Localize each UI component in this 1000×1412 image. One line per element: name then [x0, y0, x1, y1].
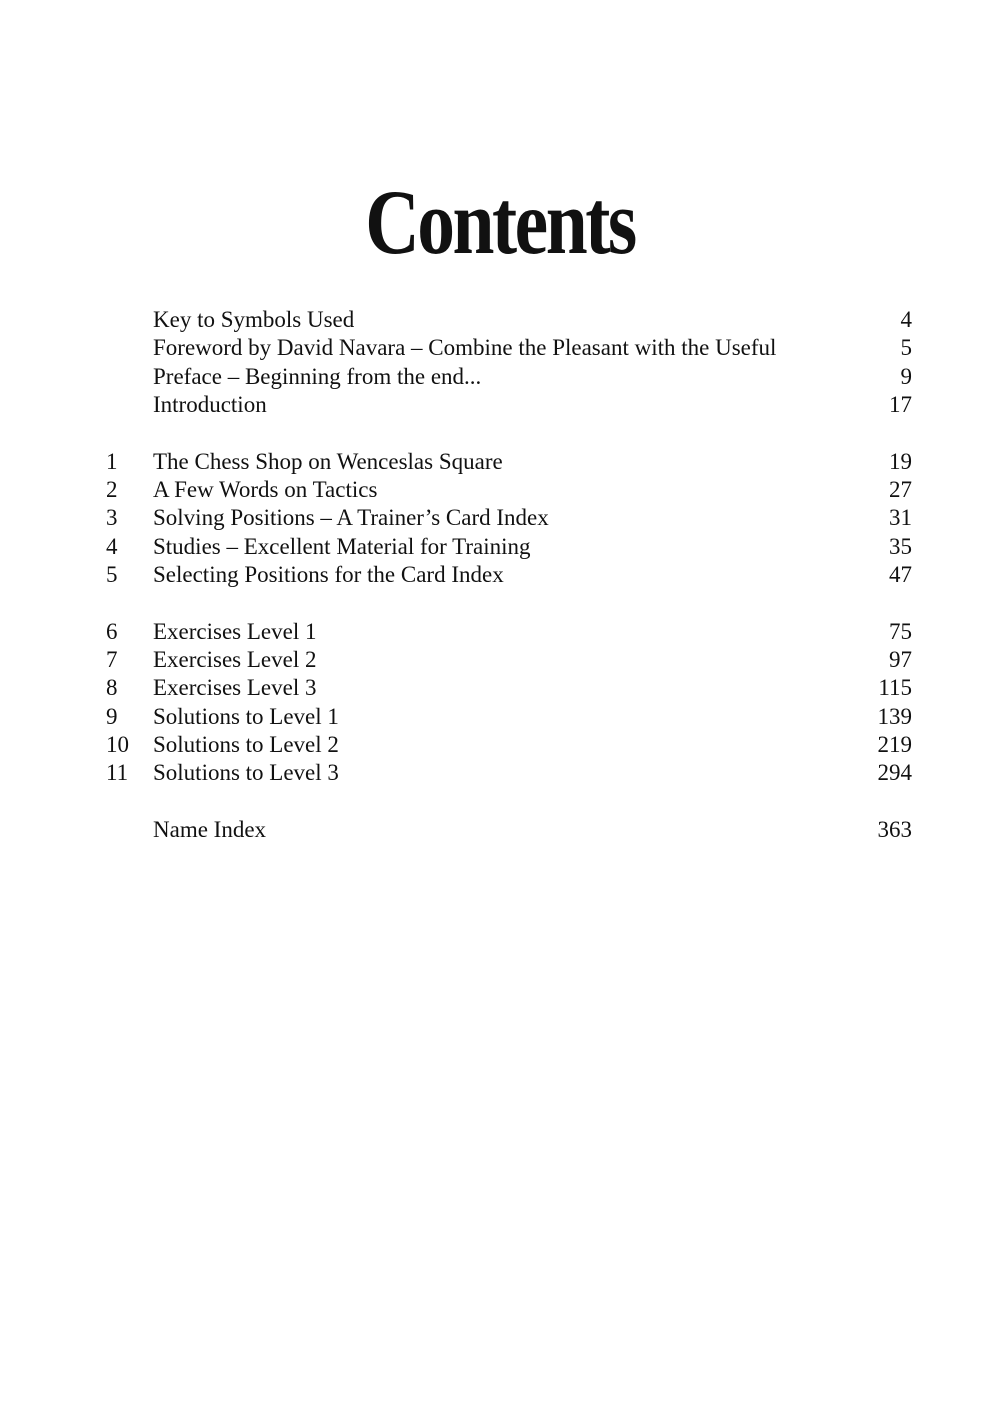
toc-entry-title: Preface – Beginning from the end...: [153, 363, 482, 389]
toc-entry[interactable]: [106, 759, 912, 787]
toc-entry-title: Solutions to Level 2: [153, 732, 339, 758]
toc-entry-page: 139: [877, 703, 912, 729]
toc-entry[interactable]: [106, 306, 912, 334]
toc-entry[interactable]: [106, 731, 912, 759]
toc-entry-page: 9: [900, 363, 912, 389]
toc-entry-title: Introduction: [153, 392, 267, 418]
toc-entry-title: Selecting Positions for the Card Index: [153, 562, 504, 588]
toc-entry-page: 35: [889, 533, 912, 559]
toc-entry-page: 363: [877, 816, 912, 842]
toc-entry-title: A Few Words on Tactics: [153, 476, 378, 502]
page-title: Contents: [365, 170, 635, 273]
toc-entry-number: 4: [106, 533, 118, 559]
toc-entry-title: Key to Symbols Used: [153, 307, 355, 332]
toc-entry-page: 27: [889, 476, 912, 502]
toc-group-back-matter: [106, 816, 912, 844]
toc-entry[interactable]: [106, 448, 912, 476]
toc-entry-number: 2: [106, 476, 118, 502]
toc-entry-number: 10: [106, 732, 129, 758]
toc-entry-page: 19: [889, 448, 912, 474]
toc-entry-title: Exercises Level 1: [153, 618, 317, 644]
toc-entry-number: 8: [106, 675, 118, 701]
toc-entry-page: 75: [889, 618, 912, 644]
toc-entry-page: 17: [889, 392, 912, 418]
toc-entry-title: Solutions to Level 3: [153, 760, 339, 786]
toc-entry-number: 1: [106, 448, 118, 474]
toc-entry-number: 6: [106, 618, 118, 644]
toc-entry-page: 294: [877, 760, 912, 786]
toc-entry[interactable]: [106, 561, 912, 589]
toc-entry[interactable]: [106, 618, 912, 646]
toc-entry-page: 4: [900, 307, 912, 332]
toc-entry-title: Foreword by David Navara – Combine the Pleasant with the Useful: [153, 335, 777, 361]
toc-group-front-matter: [106, 306, 912, 420]
toc-entry-title: The Chess Shop on Wenceslas Square: [153, 448, 503, 474]
toc-entry[interactable]: [106, 816, 912, 844]
toc-group-chapters-2: [106, 618, 912, 788]
toc-entry[interactable]: [106, 334, 912, 362]
toc-entry-title: Solving Positions – A Trainer’s Card Index: [153, 505, 549, 531]
toc-entry[interactable]: [106, 703, 912, 731]
toc-entry-number: 9: [106, 703, 118, 729]
toc-entry-number: 5: [106, 562, 118, 588]
toc-entry-page: 31: [889, 505, 912, 531]
toc-entry-title: Studies – Excellent Material for Training: [153, 533, 531, 559]
toc-entry-title: Name Index: [153, 816, 267, 842]
toc-entry-title: Exercises Level 3: [153, 675, 317, 701]
toc-entry[interactable]: [106, 674, 912, 702]
toc-entry-number: 7: [106, 646, 118, 672]
toc-entry[interactable]: [106, 363, 912, 391]
table-of-contents: [106, 306, 912, 872]
toc-entry-title: Solutions to Level 1: [153, 703, 339, 729]
toc-entry-number: 11: [106, 760, 129, 786]
toc-entry-page: 5: [900, 335, 912, 361]
toc-entry[interactable]: [106, 476, 912, 504]
toc-entry-page: 97: [889, 646, 912, 672]
toc-group-chapters-1: [106, 448, 912, 590]
toc-entry[interactable]: [106, 504, 912, 532]
toc-entry-page: 115: [878, 675, 912, 701]
toc-entry-page: 47: [889, 562, 912, 588]
toc-entry[interactable]: [106, 533, 912, 561]
toc-entry-number: 3: [106, 505, 118, 531]
toc-entry[interactable]: [106, 391, 912, 419]
toc-entry-page: 219: [877, 732, 912, 758]
toc-entry[interactable]: [106, 646, 912, 674]
toc-entry-title: Exercises Level 2: [153, 646, 317, 672]
